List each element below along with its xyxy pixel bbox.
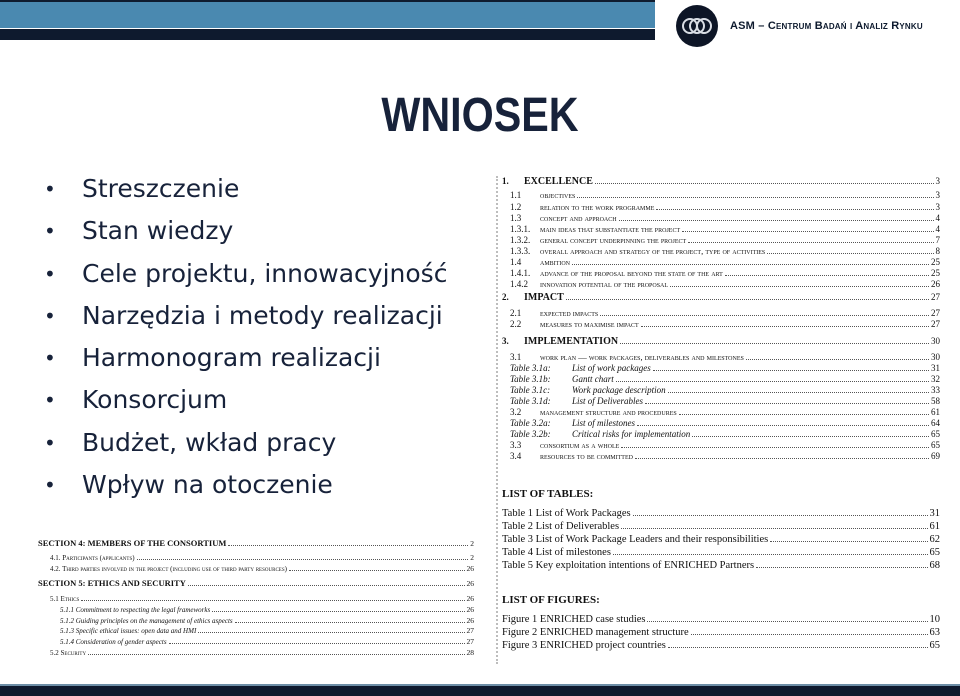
toc-entry-label: List of milestones <box>572 418 636 428</box>
toc-entry-page: 4 <box>935 213 940 223</box>
list-of-tables-entry <box>502 547 940 558</box>
toc-leader <box>691 634 928 635</box>
list-of-tables-page: 31 <box>929 508 940 519</box>
toc-entry-page: 28 <box>466 648 474 657</box>
toc-entry-page: 69 <box>931 451 940 461</box>
toc-entry <box>510 279 940 289</box>
toc-leader <box>679 414 929 415</box>
toc-entry <box>50 594 474 603</box>
toc-entry-page: 26 <box>931 279 940 289</box>
toc-entry-page: 3 <box>935 190 940 200</box>
toc-leader <box>619 220 934 221</box>
toc-leader <box>641 326 929 327</box>
toc-leader <box>595 183 934 184</box>
bullet-item: • Konsorcjum <box>44 379 447 421</box>
toc-entry-number: 1.2 <box>510 202 522 212</box>
toc-entry-label: overall approach and strategy of the project, type of activities <box>540 246 766 256</box>
toc-leader <box>621 528 927 529</box>
toc-entry-number: 3. <box>502 336 509 346</box>
toc-entry-page: 3 <box>935 202 940 212</box>
list-of-tables-page: 61 <box>929 521 940 532</box>
toc-leader <box>621 447 929 448</box>
list-of-tables-heading: LIST OF TABLES: <box>502 488 594 500</box>
toc-entry <box>60 605 474 614</box>
toc-leader <box>637 425 929 426</box>
toc-entry-number: 1.3.2. <box>510 235 531 245</box>
list-of-tables-label: Table 5 Key exploitation intentions of ENRICHED Partners <box>502 560 755 571</box>
toc-entry-page: 26 <box>466 594 474 603</box>
toc-entry <box>510 224 940 234</box>
toc-entry-number: 2.2 <box>510 319 522 329</box>
toc-entry <box>510 319 940 329</box>
brand-name: ASM – Centrum Badań i Analiz Rynku <box>730 20 923 32</box>
toc-leader <box>635 458 929 459</box>
toc-entry-page: 2 <box>470 539 474 548</box>
toc-entry-label: IMPACT <box>524 292 564 303</box>
toc-entry <box>510 440 940 450</box>
toc-entry-label: work plan — work packages, deliverables and milestones <box>540 352 744 362</box>
toc-entry <box>510 202 940 212</box>
toc-leader <box>198 632 464 633</box>
toc-entry <box>60 637 474 646</box>
toc-entry <box>510 374 940 384</box>
toc-entry-page: 61 <box>931 407 940 417</box>
toc-entry <box>510 308 940 318</box>
toc-entry-page: 2 <box>470 553 474 562</box>
toc-leader <box>620 343 929 344</box>
toc-leader <box>688 242 933 243</box>
toc-leader <box>212 611 464 612</box>
toc-entry-label: main ideas that substantiate the project <box>540 224 681 234</box>
asm-logo-icon <box>676 5 718 47</box>
toc-entry-label: 5.1.2 Guiding principles on the management of ethics aspects <box>60 617 233 625</box>
toc-entry-page: 26 <box>466 616 474 625</box>
toc-leader <box>668 647 928 648</box>
toc-entry-label: relation to the work programme <box>540 202 655 212</box>
toc-entry-label: 5.1 Ethics <box>50 595 80 603</box>
toc-entry <box>50 553 474 562</box>
toc-entry-label: management structure and procedures <box>540 407 677 417</box>
toc-entry-number: 3.2 <box>510 407 522 417</box>
toc-leader <box>600 315 929 316</box>
toc-entry-label: 5.1.3 Specific ethical issues: open data and HMI <box>60 627 197 635</box>
toc-entry-page: 27 <box>466 637 474 646</box>
toc-entry-page: 8 <box>935 246 940 256</box>
toc-entry-page: 58 <box>931 396 940 406</box>
bullet-item: • Narzędzia i metody realizacji <box>44 295 447 337</box>
toc-entry <box>510 363 940 373</box>
toc-entry-page: 25 <box>931 257 940 267</box>
toc-entry <box>502 176 940 187</box>
toc-entry-number: Table 3.2a: <box>510 418 551 428</box>
toc-entry-page: 3 <box>935 176 940 186</box>
toc-leader <box>725 275 929 276</box>
toc-entry-label: consortium as a whole <box>540 440 620 450</box>
toc-entry-page: 65 <box>931 429 940 439</box>
toc-leader <box>770 541 927 542</box>
list-of-figures-page: 10 <box>929 614 940 625</box>
toc-entry-page: 30 <box>931 352 940 362</box>
toc-leader <box>613 554 928 555</box>
toc-entry-label: innovation potential of the proposal <box>540 279 669 289</box>
toc-entry-label: general concept underpinning the project <box>540 235 687 245</box>
list-of-tables-page: 62 <box>929 534 940 545</box>
toc-leader <box>692 436 929 437</box>
toc-entry <box>502 336 940 347</box>
toc-entry-number: 1.3.1. <box>510 224 531 234</box>
list-of-tables-entry <box>502 521 940 532</box>
toc-entry-page: 64 <box>931 418 940 428</box>
toc-entry-number: 1.3.3. <box>510 246 531 256</box>
toc-leader <box>645 403 929 404</box>
toc-entry-number: 1.4.2 <box>510 279 528 289</box>
toc-leader <box>756 567 927 568</box>
toc-entry-label: SECTION 4: MEMBERS OF THE CONSORTIUM <box>38 538 227 548</box>
toc-entry-number: 3.4 <box>510 451 522 461</box>
toc-entry <box>510 246 940 256</box>
bullet-list <box>44 168 447 506</box>
toc-leader <box>668 392 929 393</box>
toc-entry-label: measures to maximise impact <box>540 319 639 329</box>
list-of-tables-entry <box>502 560 940 571</box>
list-of-figures-label: Figure 1 ENRICHED case studies <box>502 614 646 625</box>
toc-screenshot-left <box>38 538 474 662</box>
toc-leader <box>81 600 464 601</box>
toc-leader <box>647 621 927 622</box>
toc-entry-page: 32 <box>931 374 940 384</box>
toc-entry <box>510 352 940 362</box>
toc-entry-page: 31 <box>931 363 940 373</box>
toc-entry-label: 4.2. Third parties involved in the project (including use of third party resources) <box>50 565 287 573</box>
toc-entry-page: 26 <box>466 564 474 573</box>
toc-entry-number: 1.4 <box>510 257 522 267</box>
toc-entry-page: 30 <box>931 336 940 346</box>
toc-entry <box>510 396 940 406</box>
toc-leader <box>88 654 464 655</box>
list-of-figures-heading: LIST OF FIGURES: <box>502 594 600 606</box>
slide-title: WNIOSEK <box>381 89 579 142</box>
toc-entry-label: Critical risks for implementation <box>572 429 691 439</box>
toc-entry <box>50 648 474 657</box>
list-of-tables-label: Table 2 List of Deliverables <box>502 521 620 532</box>
toc-leader <box>682 231 933 232</box>
toc-leader <box>137 559 469 560</box>
toc-entry-number: Table 3.1d: <box>510 396 551 406</box>
toc-leader <box>616 381 929 382</box>
list-of-tables-label: Table 1 List of Work Packages <box>502 508 631 519</box>
bullet-item: • Streszczenie <box>44 168 447 210</box>
toc-entry-number: 1.4.1. <box>510 268 531 278</box>
list-of-tables-entry <box>502 534 940 545</box>
toc-entry-page: 25 <box>931 268 940 278</box>
list-of-figures-entry <box>502 627 940 638</box>
toc-entry-number: 1.3 <box>510 213 522 223</box>
toc-entry-number: 1.1 <box>510 190 522 200</box>
list-of-figures-page: 65 <box>929 640 940 651</box>
toc-entry-label: SECTION 5: ETHICS AND SECURITY <box>38 578 186 588</box>
toc-entry-label: resources to be committed <box>540 451 633 461</box>
list-of-tables-page: 65 <box>929 547 940 558</box>
toc-entry-number: 3.3 <box>510 440 522 450</box>
footer-bar <box>0 684 960 696</box>
toc-entry-label: 5.1.4 Consideration of gender aspects <box>60 638 167 646</box>
toc-entry-page: 7 <box>935 235 940 245</box>
toc-leader <box>188 585 465 586</box>
toc-entry <box>510 418 940 428</box>
toc-entry <box>510 190 940 200</box>
toc-entry <box>60 626 474 635</box>
toc-entry-label: 5.1.1 Commitment to respecting the legal frameworks <box>60 606 211 614</box>
toc-entry <box>510 235 940 245</box>
toc-leader <box>566 299 929 300</box>
toc-entry <box>510 407 940 417</box>
toc-entry <box>510 213 940 223</box>
toc-entry-page: 26 <box>466 579 474 588</box>
toc-entry <box>38 578 474 588</box>
toc-entry-label: ambition <box>540 257 570 267</box>
toc-entry-page: 33 <box>931 385 940 395</box>
header-bar <box>0 0 655 40</box>
toc-entry-page: 65 <box>931 440 940 450</box>
toc-entry-label: concept and approach <box>540 213 617 223</box>
toc-entry-page: 27 <box>466 626 474 635</box>
bullet-item: • Stan wiedzy <box>44 210 447 252</box>
toc-entry <box>510 429 940 439</box>
toc-entry-number: 3.1 <box>510 352 522 362</box>
toc-entry <box>510 257 940 267</box>
toc-leader <box>670 286 929 287</box>
list-of-figures-page: 63 <box>929 627 940 638</box>
list-of-tables-label: Table 4 List of milestones <box>502 547 611 558</box>
toc-entry-number: Table 3.1b: <box>510 374 551 384</box>
toc-entry <box>510 385 940 395</box>
toc-entry-label: Gantt chart <box>572 374 614 384</box>
toc-entry <box>50 564 474 573</box>
toc-entry-page: 27 <box>931 319 940 329</box>
toc-entry-label: IMPLEMENTATION <box>524 336 619 347</box>
toc-entry-label: 4.1. Participants (applicants) <box>50 554 135 562</box>
toc-entry-page: 27 <box>931 308 940 318</box>
list-of-figures-label: Figure 3 ENRICHED project countries <box>502 640 666 651</box>
toc-entry-number: Table 3.1a: <box>510 363 551 373</box>
toc-entry-label: List of Deliverables <box>572 396 643 406</box>
toc-entry-number: 2. <box>502 292 509 302</box>
toc-entry <box>38 538 474 548</box>
toc-entry-label: advance of the proposal beyond the state of the art <box>540 268 723 278</box>
toc-entry-label: EXCELLENCE <box>524 176 593 187</box>
toc-entry-label: expected impacts <box>540 308 599 318</box>
toc-entry-label: List of work packages <box>572 363 651 373</box>
list-of-figures-label: Figure 2 ENRICHED management structure <box>502 627 689 638</box>
toc-entry-label: 5.2 Security <box>50 649 87 657</box>
toc-entry <box>510 451 940 461</box>
toc-entry <box>502 292 940 303</box>
toc-screenshot-right <box>496 176 944 664</box>
toc-leader <box>577 197 933 198</box>
toc-leader <box>656 209 933 210</box>
toc-entry-label: objectives <box>540 190 576 200</box>
bullet-item: • Wpływ na otoczenie <box>44 464 447 506</box>
list-of-figures-entry <box>502 640 940 651</box>
toc-leader <box>289 570 465 571</box>
bullet-item: • Harmonogram realizacji <box>44 337 447 379</box>
toc-leader <box>235 622 465 623</box>
toc-entry-page: 27 <box>931 292 940 302</box>
list-of-tables-entry <box>502 508 940 519</box>
toc-entry-page: 26 <box>466 605 474 614</box>
bullet-item: • Budżet, wkład pracy <box>44 422 447 464</box>
list-of-tables-page: 68 <box>929 560 940 571</box>
toc-leader <box>572 264 929 265</box>
bullet-item: • Cele projektu, innowacyjność <box>44 253 447 295</box>
toc-leader <box>653 370 929 371</box>
list-of-tables-label: Table 3 List of Work Package Leaders and their responsibilities <box>502 534 769 545</box>
toc-entry-page: 4 <box>935 224 940 234</box>
toc-leader <box>746 359 929 360</box>
toc-entry-number: Table 3.2b: <box>510 429 551 439</box>
toc-entry <box>510 268 940 278</box>
toc-leader <box>169 643 465 644</box>
list-of-figures-entry <box>502 614 940 625</box>
toc-leader <box>633 515 928 516</box>
toc-entry-label: Work package description <box>572 385 666 395</box>
toc-leader <box>228 545 468 546</box>
toc-entry-number: 1. <box>502 176 509 186</box>
toc-entry-number: Table 3.1c: <box>510 385 551 395</box>
toc-entry-number: 2.1 <box>510 308 522 318</box>
toc-leader <box>767 253 933 254</box>
toc-entry <box>60 616 474 625</box>
